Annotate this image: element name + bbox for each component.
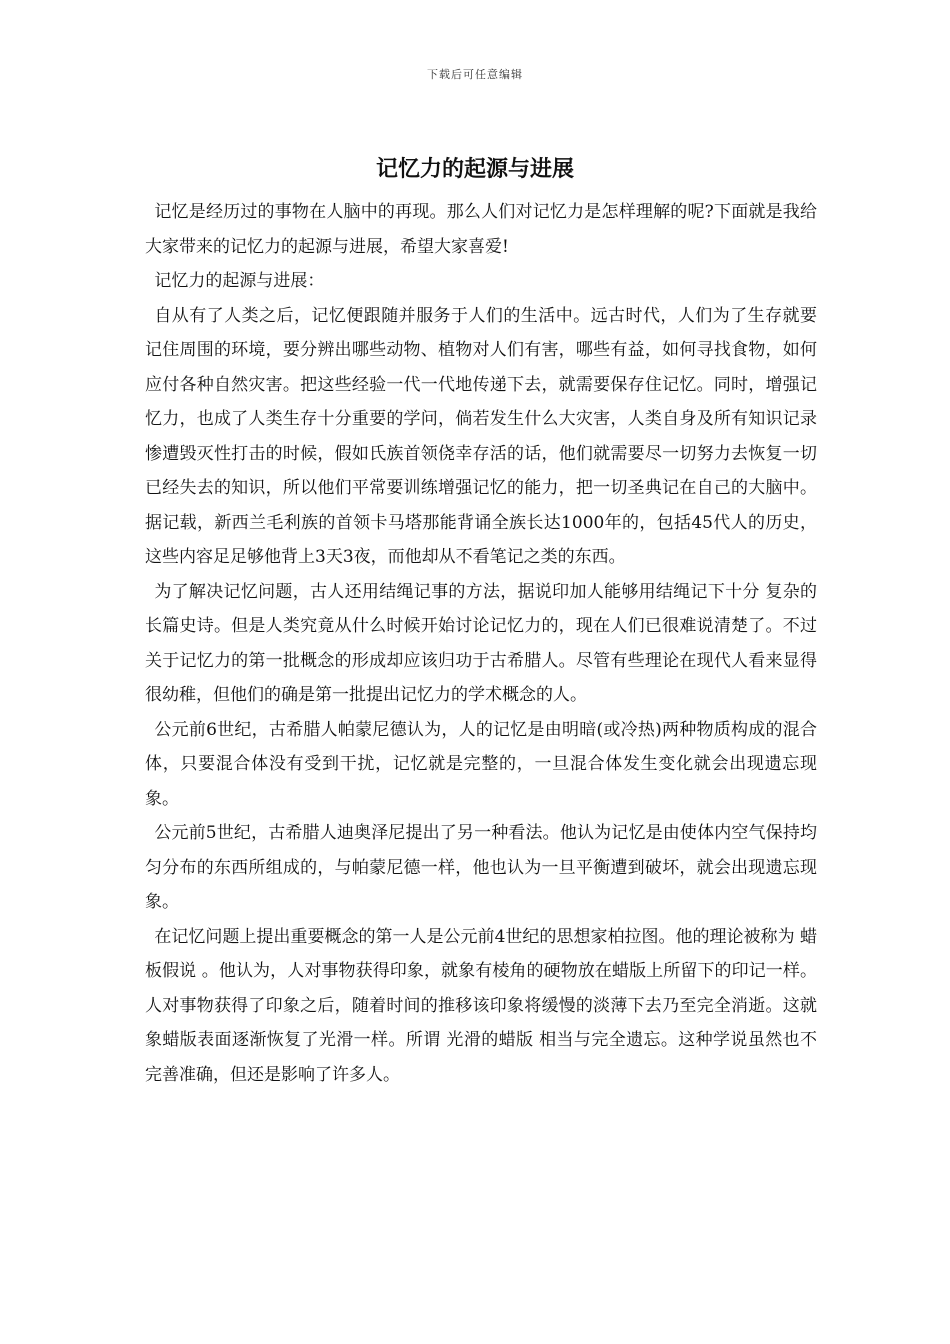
paragraph-plato: 在记忆问题上提出重要概念的第一人是公元前4世纪的思想家柏拉图。他的理论被称为 蜡板假说 。他认为，人对事物获得印象，就象有棱角的硬物放在蜡版上所留下的印记一样。人对事物获得了印象之后，随着时间的推移该印象将缓慢的淡薄下去乃至完全消逝。这就象蜡版表面逐渐恢复了光滑一样。所谓 光滑的蜡版 相当与完全遗忘。这种学说虽然也不完善准确，但还是影响了许多人。 — [145, 926, 817, 1085]
paragraph-intro: 记忆是经历过的事物在人脑中的再现。那么人们对记忆力是怎样理解的呢?下面就是我给大家带来的记忆力的起源与进展，希望大家喜爱! — [145, 202, 817, 257]
document-body — [145, 195, 817, 1092]
paragraph-subheading: 记忆力的起源与进展： — [154, 271, 325, 291]
paragraph-parmenides: 公元前6世纪，古希腊人帕蒙尼德认为，人的记忆是由明暗(或冷热)两种物质构成的混合体，只要混合体没有受到干扰，记忆就是完整的，一旦混合体发生变化就会出现遗忘现象。 — [145, 719, 817, 809]
paragraph-diogenes: 公元前5世纪，古希腊人迪奥泽尼提出了另一种看法。他认为记忆是由使体内空气保持均匀分布的东西所组成的，与帕蒙尼德一样，他也认为一旦平衡遭到破坏，就会出现遗忘现象。 — [145, 823, 817, 912]
header-note: 下载后可任意编辑 — [427, 68, 523, 81]
paragraph-origins: 自从有了人类之后，记忆便跟随并服务于人们的生活中。远古时代，人们为了生存就要记住周围的环境，要分辨出哪些动物、植物对人们有害，哪些有益，如何寻找食物，如何应付各种自然灾害。把这些经验一代一代地传递下去，就需要保存住记忆。同时，增强记忆力，也成了人类生存十分重要的学问，倘若发生什么大灾害，人类自身及所有知识记录惨遭毁灭性打击的时候，假如氏族首领侥幸存活的话，他们就需要尽一切努力去恢复一切已经失去的知识，所以他们平常要训练增强记忆的能力，把一切圣典记在自己的大脑中。据记载，新西兰毛利族的首领卡马塔那能背诵全族长达1000年的，包括45代人的历史，这些内容足足够他背上3天3夜，而他却从不看笔记之类的东西。 — [145, 305, 817, 567]
document-title: 记忆力的起源与进展 — [375, 156, 574, 182]
paragraph-knot-records: 为了解决记忆问题，古人还用结绳记事的方法，据说印加人能够用结绳记下十分 复杂的长篇史诗。但是人类究竟从什么时候开始讨论记忆力的，现在人们已很难说清楚了。不过关于记忆力的第一批概念的形成却应该归功于古希腊人。尽管有些理论在现代人看来显得很幼稚，但他们的确是第一批提出记忆力的学术概念的人。 — [145, 581, 817, 705]
